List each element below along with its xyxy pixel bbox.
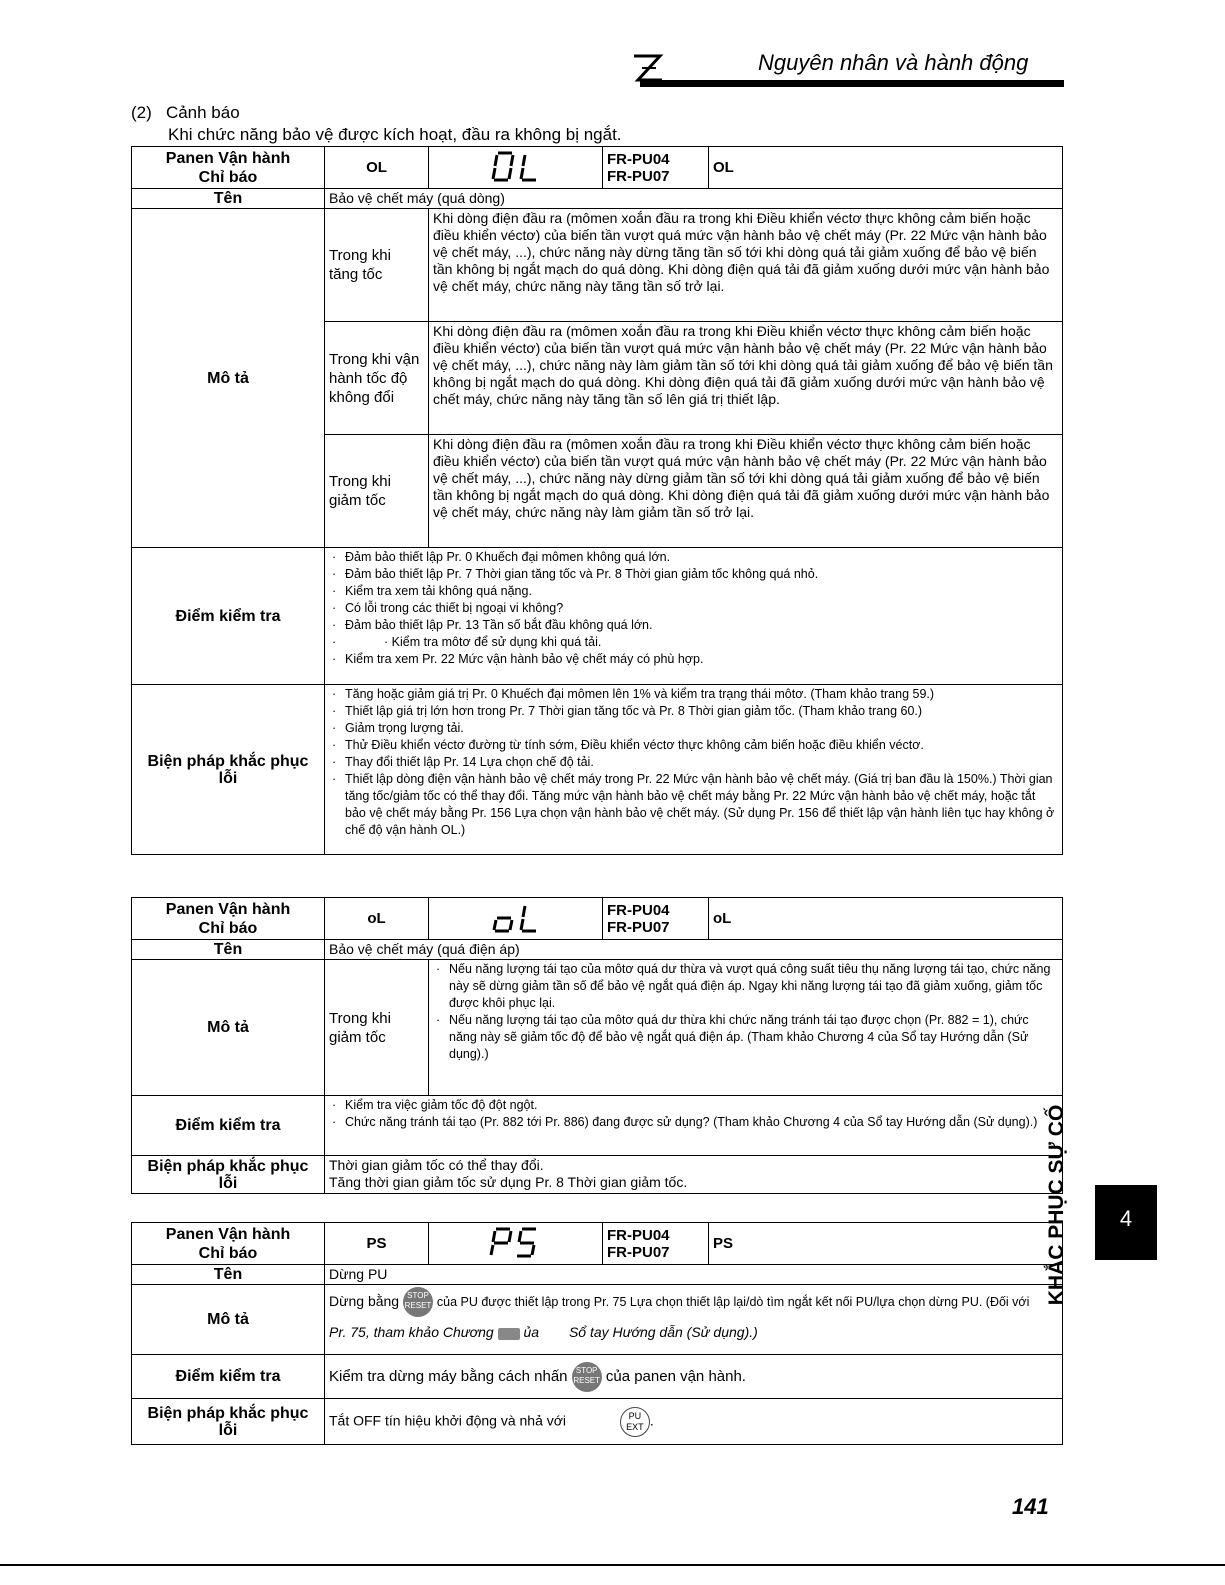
pu-ext-key-icon: PU EXT [620,1407,650,1437]
remedy-list [325,685,1063,855]
stop-reset-key-icon: STOP RESET [403,1287,433,1317]
check-item-sub: · · Kiểm tra môtơ để sử dụng khi quá tải. [329,634,1058,651]
book-icon [498,1328,520,1340]
ps-table [131,1222,1063,1445]
check-item: · Đảm bảo thiết lập Pr. 13 Tần số bắt đầu không quá lớn. [329,617,1058,634]
alarm-code: OL [325,147,429,189]
alarm-code: PS [325,1223,429,1265]
ps-check: Kiểm tra dừng máy bằng cách nhấn STOP RESET của panen vận hành. [325,1355,1063,1399]
check-list [325,548,1063,685]
remedy-item: · Thử Điều khiển véctơ đường từ tính sớm, Điều khiển véctơ thực không cảm biến hoặc điều khiển véctơ. [329,737,1058,754]
pu-models: FR-PU04 FR-PU07 [603,898,709,940]
chapter-number-tab: 4 [1095,1185,1157,1260]
name-label: Tên [132,189,325,209]
check-list [325,1096,1063,1156]
check-item: · Đảm bảo thiết lập Pr. 0 Khuếch đại mômen không quá lớn. [329,549,1058,566]
remedy-item: · Giảm trọng lượng tải. [329,720,1058,737]
page-number: 141 [1012,1494,1049,1519]
bottom-rule [0,1564,1225,1566]
remedy-line: Tăng thời gian giảm tốc sử dụng Pr. 8 Thời gian giảm tốc. [329,1174,688,1190]
check-label: Điểm kiểm tra [132,1355,325,1399]
side-tab-label [1045,975,1155,1306]
row-text-decel: Khi dòng điện đầu ra (mômen xoắn đầu ra trong khi Điều khiển véctơ thực không cảm biến hoặc điều khiển véctơ) của biến tần vượt quá mức vận hành bảo vệ chết máy (Pr. 22 Mức vận hành bảo vệ chết máy, ...), chức năng này dừng giảm tần số tới khi dòng quá tải giảm xuống để bảo vệ biến tần không bị ngắt mạch do quá dòng. Khi dòng điện quá tải đã giảm xuống dưới mức vận hành bảo vệ chết máy, chức năng này làm giảm tần số trở lại. [429,435,1063,548]
remedy-item: · Tăng hoặc giảm giá trị Pr. 0 Khuếch đại mômen lên 1% và kiểm tra trạng thái môtơ. (Tham khảo trang 59.) [329,686,1058,703]
segment-display-icon [429,1223,603,1265]
pu-alarm-code: oL [709,898,1063,940]
remedy-label: Biện pháp khắc phục lỗi [132,1156,325,1194]
remedy-label: Biện pháp khắc phục lỗi [132,1399,325,1445]
pu-alarm-code: PS [709,1223,1063,1265]
remedy-item: · Thay đổi thiết lập Pr. 14 Lựa chọn chế độ tải. [329,754,1058,771]
check-label: Điểm kiểm tra [132,1096,325,1156]
alarm-name: Bảo vệ chết máy (quá dòng) [325,189,1063,209]
header-title: Nguyên nhân và hành động [758,50,1029,75]
check-item: · Đảm bảo thiết lập Pr. 7 Thời gian tăng tốc và Pr. 8 Thời gian giảm tốc không quá nhỏ. [329,566,1058,583]
check-item: · Có lỗi trong các thiết bị ngoại vi không? [329,600,1058,617]
ol2-table [131,897,1063,1194]
pu-alarm-code: OL [709,147,1063,189]
chapter-7-logo-icon [632,48,664,84]
alarm-name: Bảo vệ chết máy (quá điện áp) [325,940,1063,960]
description-label: Mô tả [132,209,325,548]
check-item: · Kiểm tra xem Pr. 22 Mức vận hành bảo vệ chết máy có phù hợp. [329,651,1058,668]
check-item: · Chức năng tránh tái tạo (Pr. 882 tới Pr. 886) đang được sử dụng? (Tham khảo Chương 4 của Sổ tay Hướng dẫn (Sử dụng).) [329,1114,1058,1131]
alarm-name: Dừng PU [325,1265,1063,1285]
remedy-item: · Thiết lập dòng điện vận hành bảo vệ chết máy trong Pr. 22 Mức vận hành bảo vệ chết máy. (Giá trị ban đầu là 150%.) Thời gian tăng tốc/giảm tốc có thể thay đổi. Tăng mức vận hành bảo vệ chết máy bằng Pr. 22 Mức vận hành bảo vệ chết máy, hoặc tắt bảo vệ chết máy bằng Pr. 156 Lựa chọn vận hành bảo vệ chết máy. (Sử dụng Pr. 156 để thiết lập vận hành liên tục hay không ở chế độ vận hành OL.) [329,771,1058,839]
row-label-decel: Trong khi giảm tốc [325,960,429,1096]
check-item: · Kiểm tra xem tải không quá nặng. [329,583,1058,600]
side-tab-text: KHẮC PHỤC SỰ CỐ [1045,1104,1068,1306]
segment-display-icon [429,147,603,189]
check-label: Điểm kiểm tra [132,548,325,685]
row-text-accel: Khi dòng điện đầu ra (mômen xoắn đầu ra trong khi Điều khiển véctơ thực không cảm biến hoặc điều khiển véctơ) của biến tần vượt quá mức vận hành bảo vệ chết máy (Pr. 22 Mức vận hành bảo vệ chết máy, ...), chức năng này dừng tăng tần số tới khi dòng quá tải giảm xuống để bảo vệ biến tần không bị ngắt mạch do quá dòng. Khi dòng điện quá tải đã giảm xuống dưới mức vận hành bảo vệ chết máy, chức năng này tăng tần số trở lại. [429,209,1063,322]
row-text-constant: Khi dòng điện đầu ra (mômen xoắn đầu ra trong khi Điều khiển véctơ thực không cảm biến hoặc điều khiển véctơ) của biến tần vượt quá mức vận hành bảo vệ chết máy (Pr. 22 Mức vận hành bảo vệ chết máy, ...), chức năng này làm giảm tần số tới khi dòng quá tải giảm xuống để bảo vệ biến tần không bị ngắt mạch do quá dòng. Khi dòng điện quá tải đã giảm xuống dưới mức vận hành bảo vệ chết máy, chức năng này tăng tần số lên giá trị thiết lập. [429,322,1063,435]
remedy-item: · Thiết lập giá trị lớn hơn trong Pr. 7 Thời gian tăng tốc và Pr. 8 Thời gian giảm tốc. (Tham khảo trang 60.) [329,703,1058,720]
name-label: Tên [132,940,325,960]
desc-item: · Nếu năng lượng tái tạo của môtơ quá dư thừa và vượt quá công suất tiêu thụ năng lượng tái tạo, chức năng này sẽ dừng giảm tần số để bảo vệ ngắt quá điện áp. Ngay khi năng lượng tái tạo đã giảm xuống, giảm tốc được khôi phục lại. [433,961,1058,1012]
panel-label: Panen Vận hành Chỉ báo [132,898,325,940]
check-item: · Kiểm tra việc giảm tốc độ đột ngột. [329,1097,1058,1114]
section-intro: Khi chức năng bảo vệ được kích hoạt, đầu ra không bị ngắt. [168,125,622,144]
ps-description: Dừng bằng STOP RESET của PU được thiết lập trong Pr. 75 Lựa chọn thiết lập lại/dò tìm ngắt kết nối PU/lựa chọn dừng PU. (Đối với Pr. 75, tham khảo Chương ủa Sổ tay Hướng dẫn (Sử dụng).) [325,1285,1063,1355]
section-heading: (2) Cảnh báo [131,103,240,122]
stop-reset-key-icon: STOP RESET [572,1362,602,1392]
description-label: Mô tả [132,960,325,1096]
ol-table [131,146,1063,855]
row-label-accel: Trong khi tăng tốc [325,209,429,322]
description-label: Mô tả [132,1285,325,1355]
row-text-decel [429,960,1063,1096]
panel-label: Panen Vận hành Chỉ báo [132,147,325,189]
row-label-decel: Trong khi giảm tốc [325,435,429,548]
header-rule [640,80,1064,87]
remedy-line: Thời gian giảm tốc có thể thay đổi. [329,1157,544,1173]
remedy-text [325,1156,1063,1194]
ps-remedy: Tắt OFF tín hiệu khởi động và nhả với PU EXT . [325,1399,1063,1445]
alarm-code: oL [325,898,429,940]
name-label: Tên [132,1265,325,1285]
pu-models: FR-PU04 FR-PU07 [603,147,709,189]
segment-display-icon [429,898,603,940]
remedy-label: Biện pháp khắc phục lỗi [132,685,325,855]
desc-item: · Nếu năng lượng tái tạo của môtơ quá dư thừa khi chức năng tránh tái tạo được chọn (Pr. 882 = 1), chức năng này sẽ giảm tốc độ để bảo vệ ngắt quá điện áp. (Tham khảo Chương 4 của Sổ tay Hướng dẫn (Sử dụng).) [433,1012,1058,1063]
row-label-constant: Trong khi vận hành tốc độ không đổi [325,322,429,435]
panel-label: Panen Vận hành Chỉ báo [132,1223,325,1265]
pu-models: FR-PU04 FR-PU07 [603,1223,709,1265]
